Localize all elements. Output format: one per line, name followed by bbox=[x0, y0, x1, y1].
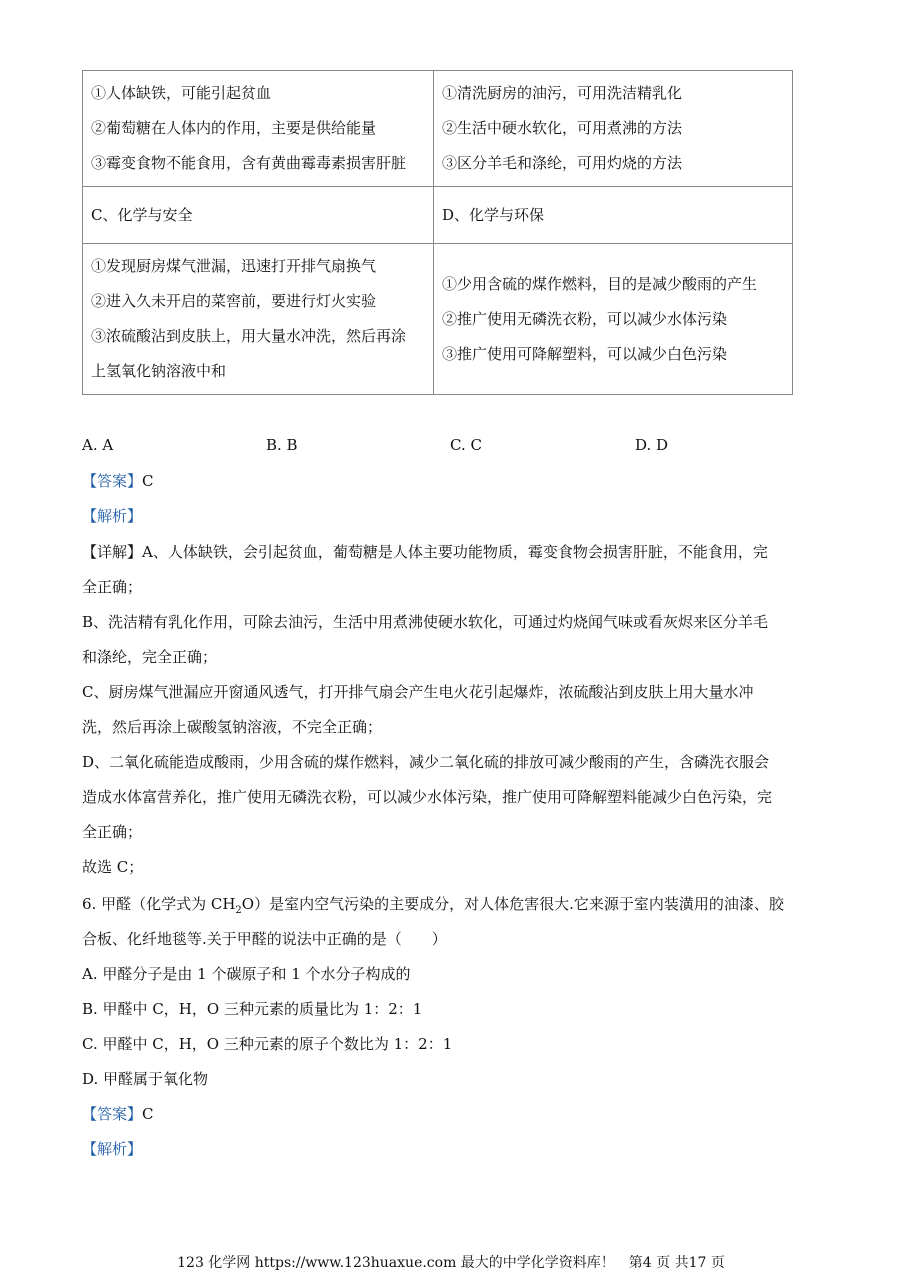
q6-block bbox=[82, 890, 822, 1164]
table-line: ①少用含硫的煤作燃料，目的是减少酸雨的产生 bbox=[442, 274, 758, 293]
table-line: 上氢氧化钠溶液中和 bbox=[91, 362, 227, 380]
table-line: ②推广使用无磷洗衣粉，可以减少水体污染 bbox=[442, 309, 728, 328]
q6-option-a: A. 甲醛分子是由 1 个碳原子和 1 个水分子构成的 bbox=[82, 965, 411, 983]
table-line: ①发现厨房煤气泄漏，迅速打开排气扇换气 bbox=[91, 257, 377, 275]
table-cell-a bbox=[83, 71, 434, 187]
q6-option-c: C. 甲醛中 C，H，O 三种元素的原子个数比为 1：2：1 bbox=[82, 1035, 453, 1053]
q6-stem-text: O）是室内空气污染的主要成分，对人体危害很大.它来源于室内装潢用的油漆、胶 bbox=[241, 895, 784, 913]
detail-line: 故选 C； bbox=[82, 858, 144, 876]
q6-stem-text: 6. 甲醛（化学式为 CH bbox=[82, 895, 236, 913]
page-footer: 123 化学网 https://www.123huaxue.com 最大的中学化学资料库！ 第4 页 共17 页 bbox=[177, 1255, 725, 1271]
q6-stem-line1 bbox=[82, 890, 822, 919]
detail-line: 和涤纶，完全正确； bbox=[82, 648, 218, 666]
table-cell-b bbox=[434, 71, 793, 187]
detail-line: 洗，然后再涂上碳酸氢钠溶液，不完全正确； bbox=[82, 718, 383, 736]
table-line: ③浓硫酸沾到皮肤上，用大量水冲洗，然后再涂 bbox=[91, 327, 407, 345]
table-row bbox=[83, 187, 793, 244]
table-header-c: C、化学与安全 bbox=[83, 187, 434, 244]
q6-option-b: B. 甲醛中 C，H，O 三种元素的质量比为 1：2：1 bbox=[82, 1000, 423, 1018]
q6-analysis-tag: 【解析】 bbox=[82, 1140, 143, 1158]
table-cell-d bbox=[434, 244, 793, 395]
answer-tag: 【答案】 bbox=[82, 472, 143, 490]
q5-option-b: B. B bbox=[266, 436, 298, 454]
table-line: ①清洗厨房的油污，可用洗洁精乳化 bbox=[442, 84, 683, 102]
detail-line: 全正确； bbox=[82, 823, 143, 841]
table-line: ①人体缺铁，可能引起贫血 bbox=[91, 84, 272, 102]
detail-text: A、人体缺铁，会引起贫血，葡萄糖是人体主要功能物质，霉变食物会损害肝脏，不能食用，完 bbox=[142, 543, 768, 561]
q6-stem-line2: 合板、化纤地毯等.关于甲醛的说法中正确的是（ ） bbox=[82, 930, 447, 948]
answer-value: C bbox=[142, 1105, 154, 1123]
detail-line: B、洗洁精有乳化作用，可除去油污，生活中用煮沸使硬水软化，可通过灼烧闻气味或看灰烬来区分羊毛 bbox=[82, 613, 769, 631]
knowledge-table bbox=[82, 70, 793, 395]
table-row bbox=[83, 71, 793, 187]
table-line: ③推广使用可降解塑料，可以减少白色污染 bbox=[442, 344, 728, 363]
detail-tag: 【详解】 bbox=[82, 543, 143, 561]
answer-tag: 【答案】 bbox=[82, 1105, 143, 1123]
table-line: ③区分羊毛和涤纶，可用灼烧的方法 bbox=[442, 154, 683, 172]
table-line: ③霉变食物不能食用，含有黄曲霉毒素损害肝脏 bbox=[91, 154, 407, 172]
q5-option-d: D. D bbox=[635, 436, 669, 454]
q6-answer bbox=[82, 1100, 822, 1129]
q6-subscript: 2 bbox=[235, 905, 242, 916]
q5-option-a: A. A bbox=[82, 436, 114, 454]
q5-option-c: C. C bbox=[450, 436, 482, 454]
q5-detail bbox=[82, 538, 822, 888]
table-header-d: D、化学与环保 bbox=[434, 187, 793, 244]
q5-answer bbox=[82, 470, 154, 491]
table-line: ②进入久未开启的菜窖前，要进行灯火实验 bbox=[91, 292, 377, 310]
detail-line: 造成水体富营养化，推广使用无磷洗衣粉，可以减少水体污染，推广使用可降解塑料能减少白色污染，完 bbox=[82, 788, 773, 806]
table-line: ②葡萄糖在人体内的作用，主要是供给能量 bbox=[91, 119, 377, 137]
table-row bbox=[83, 244, 793, 395]
answer-value: C bbox=[142, 472, 154, 490]
detail-line: D、二氧化硫能造成酸雨，少用含硫的煤作燃料，减少二氧化硫的排放可减少酸雨的产生，含磷洗衣服会 bbox=[82, 753, 770, 771]
q5-analysis-tag: 【解析】 bbox=[82, 507, 143, 525]
detail-line: 全正确； bbox=[82, 578, 143, 596]
detail-line: C、厨房煤气泄漏应开窗通风透气，打开排气扇会产生电火花引起爆炸，浓硫酸沾到皮肤上用大量水冲 bbox=[82, 683, 754, 701]
detail-line bbox=[82, 538, 822, 567]
table-line: ②生活中硬水软化，可用煮沸的方法 bbox=[442, 119, 683, 137]
q6-option-d: D. 甲醛属于氧化物 bbox=[82, 1070, 209, 1088]
table-cell-c bbox=[83, 244, 434, 395]
